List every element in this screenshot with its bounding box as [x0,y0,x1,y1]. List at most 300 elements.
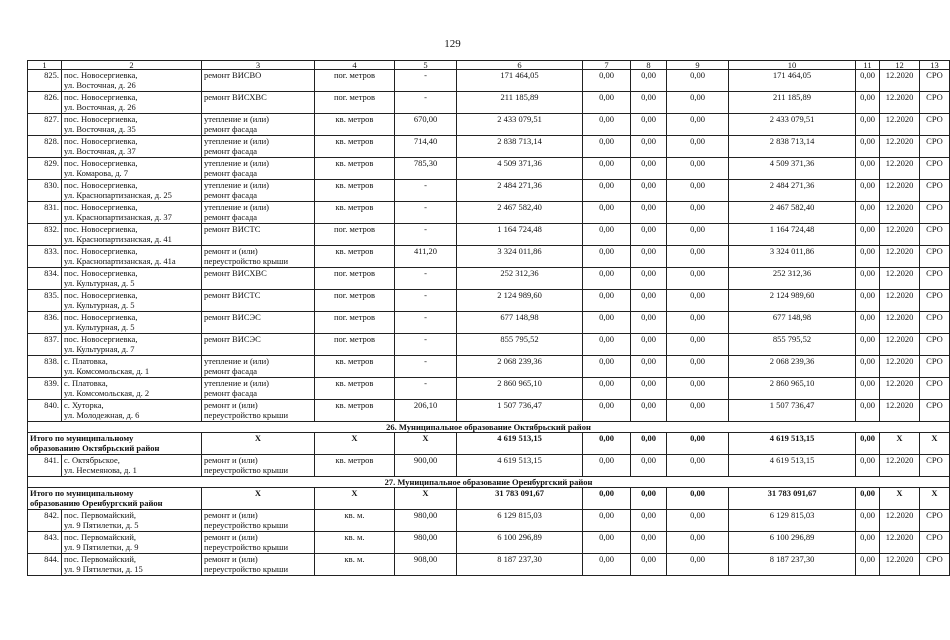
address-line-1: с. Платовка, [64,356,108,366]
row-number: 830. [28,180,62,202]
work-type-line-1: утепление и (или) [204,158,269,168]
work-type-line-2: переустройство крыши [204,542,289,552]
total-cost: 855 795,52 [729,334,856,356]
column-number-1: 1 [28,61,62,70]
fund-4: 0,00 [856,158,880,180]
method: СРО [920,92,950,114]
work-type [202,290,315,312]
work-type-line-1: ремонт и (или) [204,400,258,410]
table-row [28,312,950,334]
fund-3: 0,00 [667,455,729,477]
total-cost: 677 148,98 [729,312,856,334]
total-fund-3: 0,00 [667,433,729,455]
fund-3: 0,00 [667,510,729,532]
cost: 211 185,89 [457,92,583,114]
unit: кв. метров [315,136,395,158]
fund-1: 0,00 [583,334,631,356]
fund-3: 0,00 [667,136,729,158]
fund-1: 0,00 [583,400,631,422]
total-x-2: X [315,488,395,510]
fund-4: 0,00 [856,356,880,378]
fund-1: 0,00 [583,246,631,268]
work-type [202,224,315,246]
address [62,400,202,422]
work-type [202,455,315,477]
total-cost: 31 783 091,67 [457,488,583,510]
column-number-8: 8 [631,61,667,70]
unit: кв. м. [315,532,395,554]
total-cost: 1 164 724,48 [729,224,856,246]
row-number: 836. [28,312,62,334]
address [62,92,202,114]
fund-1: 0,00 [583,510,631,532]
address [62,70,202,92]
work-type [202,92,315,114]
fund-2: 0,00 [631,180,667,202]
unit: кв. метров [315,114,395,136]
method: СРО [920,532,950,554]
work-type [202,378,315,400]
fund-2: 0,00 [631,268,667,290]
fund-4: 0,00 [856,554,880,576]
total-fund-4: 0,00 [856,433,880,455]
total-cost: 2 068 239,36 [729,356,856,378]
work-type-line-2: ремонт фасада [204,388,258,398]
total-fund-1: 0,00 [583,433,631,455]
work-type-line-1: ремонт ВИСХВС [204,92,267,102]
fund-2: 0,00 [631,378,667,400]
address-line-2: ул. Восточная, д. 35 [64,124,136,134]
total-cost: 2 467 582,40 [729,202,856,224]
address-line-2: ул. Комсомольская, д. 1 [64,366,150,376]
total-x-3: X [395,488,457,510]
work-type-line-1: утепление и (или) [204,202,269,212]
column-number-5: 5 [395,61,457,70]
fund-1: 0,00 [583,554,631,576]
work-type [202,510,315,532]
address [62,136,202,158]
deadline: 12.2020 [880,136,920,158]
row-number: 835. [28,290,62,312]
row-number: 826. [28,92,62,114]
deadline: 12.2020 [880,334,920,356]
fund-3: 0,00 [667,224,729,246]
address-line-2: ул. Культурная, д. 7 [64,344,135,354]
method: СРО [920,158,950,180]
quantity: - [395,356,457,378]
method: СРО [920,290,950,312]
table-row [28,356,950,378]
work-type-line-1: ремонт и (или) [204,510,258,520]
column-number-6: 6 [457,61,583,70]
deadline: 12.2020 [880,268,920,290]
quantity: 411,20 [395,246,457,268]
fund-1: 0,00 [583,70,631,92]
fund-3: 0,00 [667,356,729,378]
total-fund-3: 0,00 [667,488,729,510]
table-row [28,246,950,268]
row-number: 837. [28,334,62,356]
work-type-line-1: ремонт ВИСХВС [204,268,267,278]
work-type-line-1: ремонт ВИСЭС [204,312,261,322]
fund-2: 0,00 [631,92,667,114]
fund-2: 0,00 [631,114,667,136]
address-line-2: ул. Культурная, д. 5 [64,278,135,288]
work-type-line-2: ремонт фасада [204,366,258,376]
cost: 6 129 815,03 [457,510,583,532]
total-label [28,488,202,510]
address [62,455,202,477]
total-cost: 6 100 296,89 [729,532,856,554]
work-type [202,532,315,554]
unit: пог. метров [315,334,395,356]
address [62,554,202,576]
fund-2: 0,00 [631,532,667,554]
fund-4: 0,00 [856,114,880,136]
address-line-1: пос. Новосергиевка, [64,180,138,190]
fund-2: 0,00 [631,290,667,312]
cost: 8 187 237,30 [457,554,583,576]
address-line-1: пос. Новосергиевка, [64,70,138,80]
total-fund-1: 0,00 [583,488,631,510]
address-line-1: пос. Новосергиевка, [64,246,138,256]
cost: 4 509 371,36 [457,158,583,180]
address-line-1: пос. Новосергиевка, [64,158,138,168]
total-x-2: X [315,433,395,455]
table-row [28,92,950,114]
address-line-2: ул. Краснопартизанская, д. 41а [64,256,176,266]
fund-1: 0,00 [583,202,631,224]
work-type [202,400,315,422]
quantity: - [395,334,457,356]
fund-4: 0,00 [856,268,880,290]
method: СРО [920,312,950,334]
unit: пог. метров [315,290,395,312]
quantity: 900,00 [395,455,457,477]
row-number: 827. [28,114,62,136]
unit: пог. метров [315,268,395,290]
table-row [28,378,950,400]
address [62,510,202,532]
address-line-1: пос. Новосергиевка, [64,114,138,124]
table-row [28,554,950,576]
total-label-line-1: Итого по муниципальному [30,488,134,498]
deadline: 12.2020 [880,92,920,114]
fund-4: 0,00 [856,532,880,554]
unit: пог. метров [315,70,395,92]
quantity: - [395,378,457,400]
total-fund-2: 0,00 [631,433,667,455]
deadline: 12.2020 [880,246,920,268]
work-type-line-1: ремонт и (или) [204,554,258,564]
deadline: 12.2020 [880,114,920,136]
method: СРО [920,378,950,400]
fund-1: 0,00 [583,378,631,400]
total-cost: 252 312,36 [729,268,856,290]
row-number: 831. [28,202,62,224]
unit: кв. метров [315,246,395,268]
row-number: 834. [28,268,62,290]
method: СРО [920,554,950,576]
total-x-4: X [880,433,920,455]
deadline: 12.2020 [880,312,920,334]
address [62,532,202,554]
address [62,114,202,136]
table-row [28,136,950,158]
address [62,224,202,246]
total-cost: 2 433 079,51 [729,114,856,136]
total-label-line-2: образованию Октябрьский район [30,443,160,453]
address-line-2: ул. Краснопартизанская, д. 37 [64,212,172,222]
repair-program-table [27,60,950,576]
fund-2: 0,00 [631,455,667,477]
total-cost: 2 124 989,60 [729,290,856,312]
address [62,312,202,334]
fund-2: 0,00 [631,510,667,532]
row-number: 828. [28,136,62,158]
work-type-line-1: ремонт и (или) [204,532,258,542]
fund-1: 0,00 [583,312,631,334]
row-number: 842. [28,510,62,532]
quantity: - [395,224,457,246]
table-row [28,70,950,92]
work-type [202,180,315,202]
address-line-2: ул. 9 Пятилетки, д. 5 [64,520,139,530]
address-line-1: пос. Новосергиевка, [64,92,138,102]
work-type-line-2: переустройство крыши [204,564,289,574]
cost: 2 484 271,36 [457,180,583,202]
column-number-7: 7 [583,61,631,70]
work-type-line-1: утепление и (или) [204,378,269,388]
fund-1: 0,00 [583,92,631,114]
work-type-line-2: ремонт фасада [204,146,258,156]
method: СРО [920,246,950,268]
work-type-line-1: утепление и (или) [204,180,269,190]
work-type [202,246,315,268]
deadline: 12.2020 [880,532,920,554]
deadline: 12.2020 [880,224,920,246]
quantity: 908,00 [395,554,457,576]
total-x-4: X [880,488,920,510]
quantity: 980,00 [395,510,457,532]
row-number: 833. [28,246,62,268]
row-number: 841. [28,455,62,477]
address-line-2: ул. Восточная, д. 26 [64,102,136,112]
address [62,202,202,224]
cost: 1 507 736,47 [457,400,583,422]
total-cost: 4 619 513,15 [457,433,583,455]
total-cost: 4 509 371,36 [729,158,856,180]
fund-2: 0,00 [631,334,667,356]
total-x-1: X [202,488,315,510]
column-number-11: 11 [856,61,880,70]
fund-3: 0,00 [667,92,729,114]
fund-4: 0,00 [856,455,880,477]
method: СРО [920,356,950,378]
total-fund-2: 0,00 [631,488,667,510]
cost: 6 100 296,89 [457,532,583,554]
address-line-1: с. Платовка, [64,378,108,388]
fund-2: 0,00 [631,400,667,422]
cost: 677 148,98 [457,312,583,334]
address-line-2: ул. Восточная, д. 37 [64,146,136,156]
address-line-1: пос. Новосергиевка, [64,224,138,234]
table-row [28,400,950,422]
fund-4: 0,00 [856,290,880,312]
row-number: 840. [28,400,62,422]
method: СРО [920,114,950,136]
address-line-2: ул. Краснопартизанская, д. 25 [64,190,172,200]
total-cost: 171 464,05 [729,70,856,92]
address-line-1: пос. Новосергиевка, [64,136,138,146]
fund-2: 0,00 [631,70,667,92]
row-number: 838. [28,356,62,378]
quantity: - [395,70,457,92]
total-cost: 2 838 713,14 [729,136,856,158]
column-number-13: 13 [920,61,950,70]
fund-3: 0,00 [667,158,729,180]
quantity: 980,00 [395,532,457,554]
work-type [202,136,315,158]
deadline: 12.2020 [880,510,920,532]
method: СРО [920,202,950,224]
address-line-2: ул. Восточная, д. 26 [64,80,136,90]
fund-4: 0,00 [856,334,880,356]
column-number-3: 3 [202,61,315,70]
table-row [28,202,950,224]
fund-2: 0,00 [631,246,667,268]
fund-4: 0,00 [856,400,880,422]
section-total-row [28,488,950,510]
cost: 855 795,52 [457,334,583,356]
total-x-5: X [920,433,950,455]
fund-1: 0,00 [583,268,631,290]
fund-3: 0,00 [667,268,729,290]
total-cost: 6 129 815,03 [729,510,856,532]
work-type [202,356,315,378]
quantity: - [395,92,457,114]
address-line-1: с. Хуторка, [64,400,104,410]
fund-1: 0,00 [583,455,631,477]
method: СРО [920,510,950,532]
method: СРО [920,268,950,290]
total-cost: 4 619 513,15 [729,455,856,477]
method: СРО [920,224,950,246]
address [62,180,202,202]
unit: пог. метров [315,312,395,334]
address-line-2: ул. Комсомольская, д. 2 [64,388,150,398]
method: СРО [920,334,950,356]
fund-3: 0,00 [667,378,729,400]
method: СРО [920,70,950,92]
table-row [28,510,950,532]
table-row [28,180,950,202]
cost: 1 164 724,48 [457,224,583,246]
unit: кв. метров [315,455,395,477]
work-type-line-2: ремонт фасада [204,212,258,222]
deadline: 12.2020 [880,290,920,312]
fund-1: 0,00 [583,180,631,202]
table-row [28,268,950,290]
work-type [202,202,315,224]
cost: 3 324 011,86 [457,246,583,268]
row-number: 844. [28,554,62,576]
fund-3: 0,00 [667,400,729,422]
address-line-1: пос. Первомайский, [64,554,137,564]
fund-2: 0,00 [631,312,667,334]
section-header [28,477,950,488]
unit: кв. м. [315,510,395,532]
method: СРО [920,180,950,202]
address-line-1: пос. Новосергиевка, [64,334,138,344]
unit: кв. м. [315,554,395,576]
address [62,334,202,356]
address-line-2: ул. Культурная, д. 5 [64,300,135,310]
table-row [28,334,950,356]
fund-3: 0,00 [667,554,729,576]
total-cost: 8 187 237,30 [729,554,856,576]
work-type-line-2: переустройство крыши [204,465,289,475]
address [62,356,202,378]
work-type-line-1: ремонт ВИСТС [204,290,261,300]
method: СРО [920,455,950,477]
address-line-1: пос. Новосергиевка, [64,312,138,322]
work-type-line-2: переустройство крыши [204,410,289,420]
fund-3: 0,00 [667,70,729,92]
cost: 2 124 989,60 [457,290,583,312]
total-label [28,433,202,455]
work-type [202,158,315,180]
column-number-12: 12 [880,61,920,70]
row-number: 839. [28,378,62,400]
deadline: 12.2020 [880,202,920,224]
section-header [28,422,950,433]
deadline: 12.2020 [880,158,920,180]
quantity: - [395,290,457,312]
work-type-line-1: ремонт ВИСВО [204,70,262,80]
total-fund-4: 0,00 [856,488,880,510]
fund-2: 0,00 [631,224,667,246]
work-type [202,70,315,92]
unit: пог. метров [315,92,395,114]
work-type-line-2: ремонт фасада [204,124,258,134]
fund-1: 0,00 [583,158,631,180]
fund-4: 0,00 [856,136,880,158]
work-type-line-1: утепление и (или) [204,356,269,366]
work-type-line-1: ремонт и (или) [204,455,258,465]
address-line-1: пос. Новосергиевка, [64,268,138,278]
work-type-line-2: ремонт фасада [204,168,258,178]
address [62,246,202,268]
unit: кв. метров [315,378,395,400]
quantity: 714,40 [395,136,457,158]
fund-4: 0,00 [856,202,880,224]
table-row [28,114,950,136]
work-type-line-1: ремонт и (или) [204,246,258,256]
column-number-4: 4 [315,61,395,70]
address [62,378,202,400]
fund-1: 0,00 [583,224,631,246]
unit: кв. метров [315,202,395,224]
quantity: - [395,312,457,334]
address-line-2: ул. 9 Пятилетки, д. 9 [64,542,139,552]
cost: 2 838 713,14 [457,136,583,158]
fund-3: 0,00 [667,334,729,356]
total-sum: 4 619 513,15 [729,433,856,455]
work-type-line-1: утепление и (или) [204,114,269,124]
quantity: 785,30 [395,158,457,180]
address [62,290,202,312]
